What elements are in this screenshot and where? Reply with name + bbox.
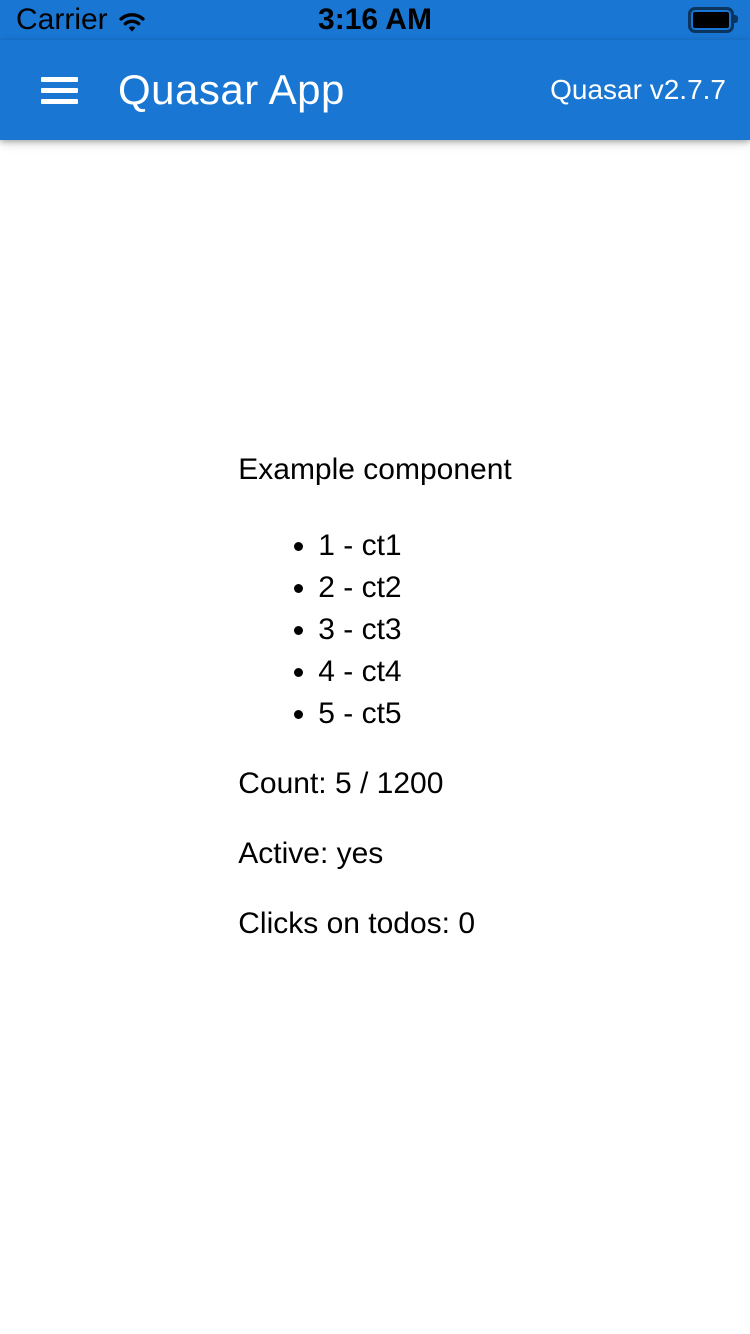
todo-item[interactable]: • 5 - ct5 <box>318 693 512 735</box>
clicks-label: Clicks on todos: 0 <box>238 907 476 940</box>
page-container <box>0 140 750 1334</box>
todo-item[interactable]: • 1 - ct1 <box>318 525 512 567</box>
todo-item[interactable]: • 4 - ct4 <box>318 651 512 693</box>
app-version-label: Quasar v2.7.7 <box>550 74 726 105</box>
count-label: Count: 5 / 1200 <box>238 767 444 800</box>
menu-button[interactable] <box>41 77 78 104</box>
todo-item[interactable]: • 2 - ct2 <box>318 567 512 609</box>
app-title: Quasar App <box>118 66 345 113</box>
active-label: Active: yes <box>238 837 384 870</box>
status-bar <box>0 0 750 40</box>
battery-icon <box>688 7 734 33</box>
wifi-icon <box>116 8 148 34</box>
example-component <box>238 449 512 945</box>
clock-label: 3:16 AM <box>318 3 432 36</box>
todo-list <box>238 525 512 735</box>
hamburger-menu-icon <box>41 77 78 104</box>
carrier-label: Carrier <box>16 3 108 36</box>
app-header <box>0 40 750 140</box>
component-heading: Example component <box>238 453 512 486</box>
battery-fill <box>693 12 729 28</box>
todo-item[interactable]: • 3 - ct3 <box>318 609 512 651</box>
